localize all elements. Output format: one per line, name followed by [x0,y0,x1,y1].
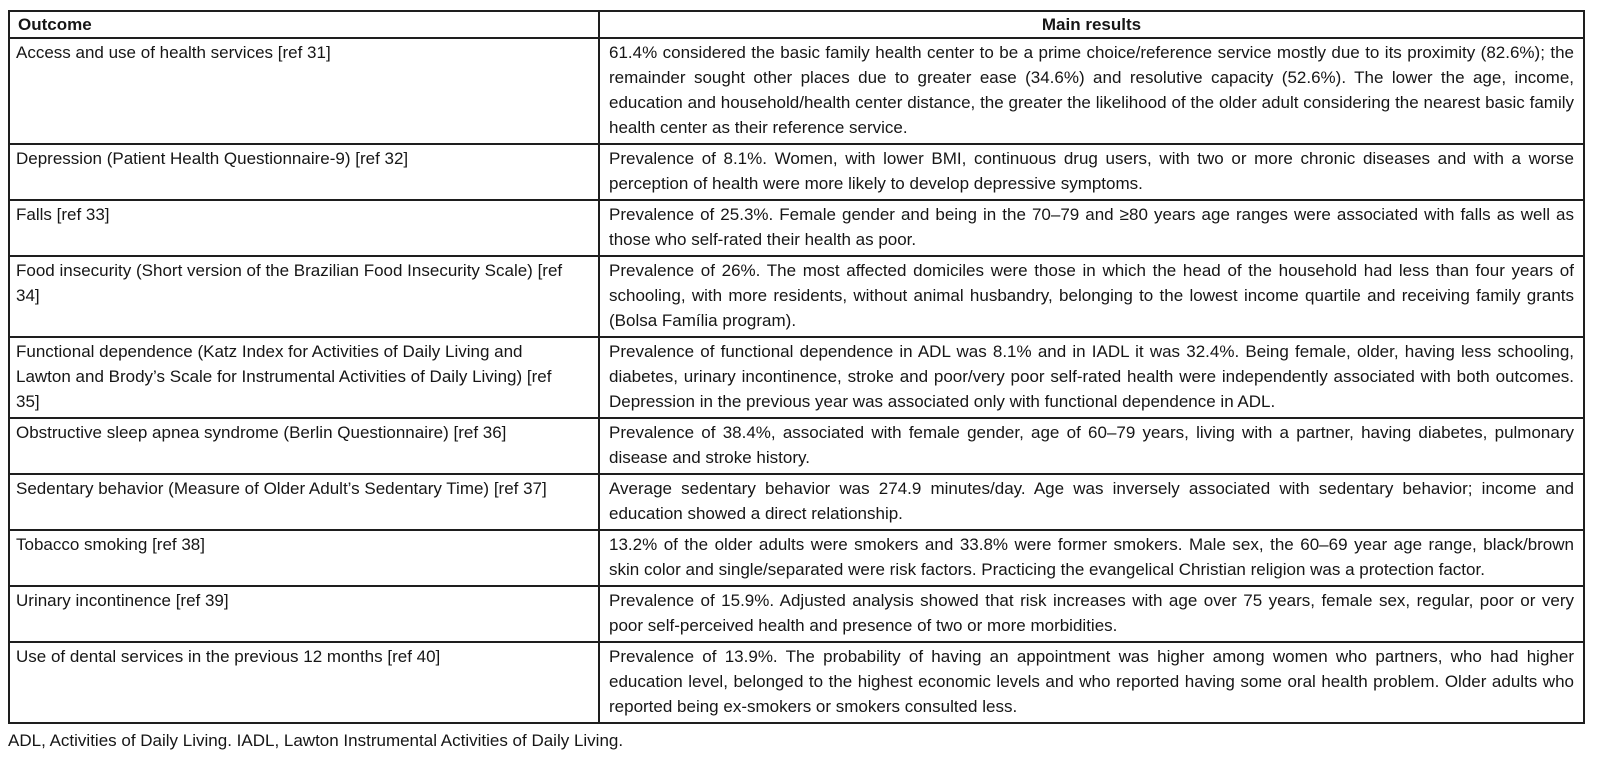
table-row [9,200,1584,256]
column-header-outcome: Outcome [9,11,599,38]
table-row [9,530,1584,586]
outcome-cell: Food insecurity (Short version of the Brazilian Food Insecurity Scale) [ref 34] [9,256,599,337]
outcome-cell: Sedentary behavior (Measure of Older Adult’s Sedentary Time) [ref 37] [9,474,599,530]
table-row [9,38,1584,144]
column-header-main-results: Main results [599,11,1584,38]
outcome-cell: Depression (Patient Health Questionnaire-9) [ref 32] [9,144,599,200]
table-footnote: ADL, Activities of Daily Living. IADL, Lawton Instrumental Activities of Daily Living. [8,731,624,750]
table-row [9,474,1584,530]
outcome-cell: Urinary incontinence [ref 39] [9,586,599,642]
outcomes-results-table [8,10,1585,724]
main-results-cell: Prevalence of 26%. The most affected domiciles were those in which the head of the household had less than four years of schooling, with more residents, without animal husbandry, belonging to the lowest income quartile and receiving family grants (Bolsa Família program). [599,256,1584,337]
main-results-cell: 61.4% considered the basic family health center to be a prime choice/reference service mostly due to its proximity (82.6%); the remainder sought other places due to greater ease (34.6%) and resolutive capacity (52.6%). The lower the age, income, education and household/health center distance, the greater the likelihood of the older adult considering the nearest basic family health center as their reference service. [599,38,1584,144]
main-results-cell: Prevalence of 38.4%, associated with female gender, age of 60–79 years, living with a partner, having diabetes, pulmonary disease and stroke history. [599,418,1584,474]
table-row [9,337,1584,418]
main-results-cell: Average sedentary behavior was 274.9 minutes/day. Age was inversely associated with sedentary behavior; income and education showed a direct relationship. [599,474,1584,530]
outcome-cell: Falls [ref 33] [9,200,599,256]
outcome-cell: Tobacco smoking [ref 38] [9,530,599,586]
main-results-cell: Prevalence of functional dependence in ADL was 8.1% and in IADL it was 32.4%. Being female, older, having less schooling, diabetes, urinary incontinence, stroke and poor/very poor self-rated health were independently associated with both outcomes. Depression in the previous year was associated only with functional dependence in ADL. [599,337,1584,418]
outcome-cell: Functional dependence (Katz Index for Activities of Daily Living and Lawton and Brody’s Scale for Instrumental Activities of Daily Living) [ref 35] [9,337,599,418]
table-row [9,586,1584,642]
main-results-cell: Prevalence of 15.9%. Adjusted analysis showed that risk increases with age over 75 years, female sex, regular, poor or very poor self-perceived health and presence of two or more morbidities. [599,586,1584,642]
main-results-cell: Prevalence of 25.3%. Female gender and being in the 70–79 and ≥80 years age ranges were associated with falls as well as those who self-rated their health as poor. [599,200,1584,256]
table-row [9,642,1584,723]
outcome-cell: Use of dental services in the previous 12 months [ref 40] [9,642,599,723]
outcome-cell: Obstructive sleep apnea syndrome (Berlin Questionnaire) [ref 36] [9,418,599,474]
table-row [9,144,1584,200]
table-header-row [9,11,1584,38]
table-row [9,418,1584,474]
main-results-cell: Prevalence of 8.1%. Women, with lower BMI, continuous drug users, with two or more chronic diseases and with a worse perception of health were more likely to develop depressive symptoms. [599,144,1584,200]
main-results-cell: Prevalence of 13.9%. The probability of having an appointment was higher among women who partners, who had higher education level, belonged to the highest economic levels and who reported having some oral health problem. Older adults who reported being ex-smokers or smokers consulted less. [599,642,1584,723]
table-row [9,256,1584,337]
outcome-cell: Access and use of health services [ref 31] [9,38,599,144]
main-results-cell: 13.2% of the older adults were smokers and 33.8% were former smokers. Male sex, the 60–69 year age range, black/brown skin color and single/separated were risk factors. Practicing the evangelical Christian religion was a protection factor. [599,530,1584,586]
